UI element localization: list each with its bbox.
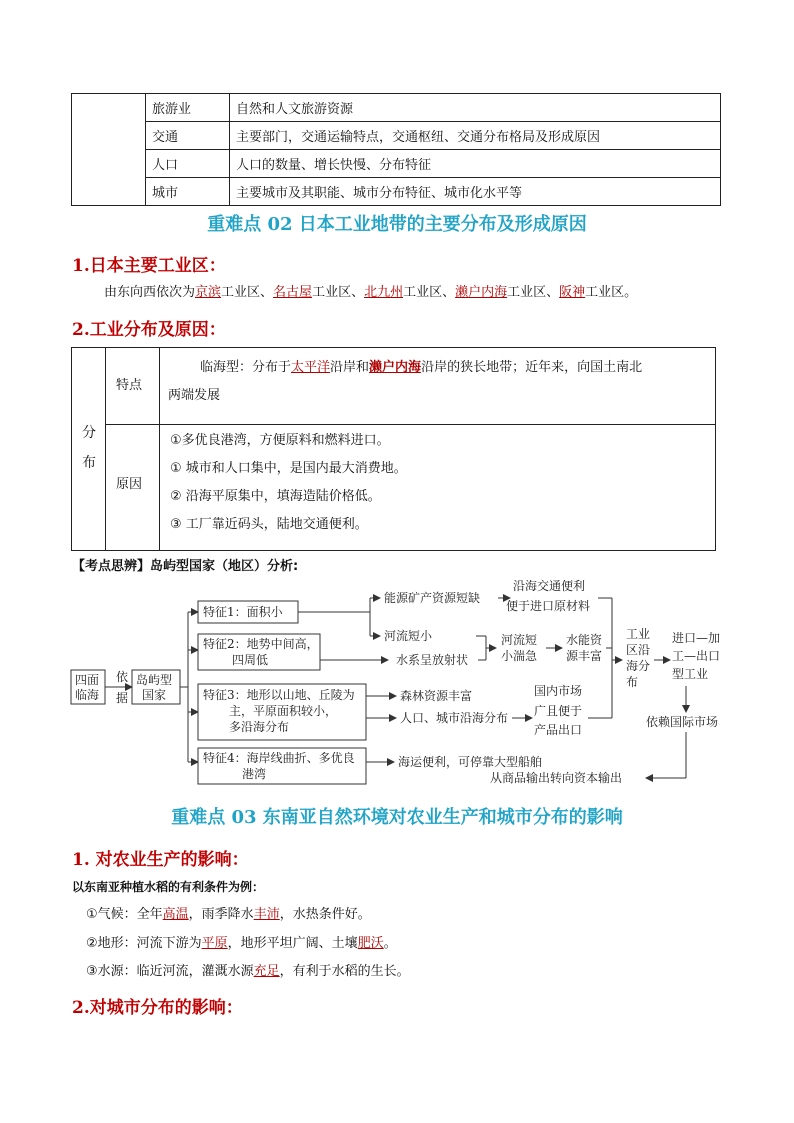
- island-country-analysis-diagram: [66, 578, 730, 788]
- diagram-label: 多沿海分布: [229, 720, 290, 734]
- condition-item-terrain: ②地形：河流下游为平原，地形平坦广阔、土壤肥沃。: [86, 936, 397, 951]
- side-label-char: 布: [82, 455, 96, 471]
- diagram-label: 河流短: [501, 633, 538, 647]
- diagram-label: 河流短小: [384, 629, 433, 643]
- diagram-label: 小湍急: [501, 649, 538, 663]
- reason-item: ① 城市和人口集中，是国内最大消费地。: [170, 461, 407, 476]
- row-divider: [106, 424, 715, 425]
- diagram-label: 海运便利，可停靠大型船舶: [398, 755, 543, 769]
- table-content: 自然和人文旅游资源: [230, 94, 721, 122]
- diagram-label: 四周低: [232, 653, 269, 667]
- table-blank-cell: [72, 94, 146, 206]
- table-category: 交通: [146, 122, 230, 150]
- diagram-label: 特征1：面积小: [203, 605, 283, 619]
- table-content: 主要部门，交通运输特点，交通枢纽、交通分布格局及形成原因: [230, 122, 721, 150]
- diagram-label: 水能资: [566, 633, 603, 647]
- diagram-label: 森林资源丰富: [400, 689, 473, 703]
- diagram-label: 沿海交通便利: [513, 579, 586, 593]
- diagram-label: 广且便于: [534, 704, 583, 718]
- diagram-label: 区沿: [626, 643, 651, 657]
- diagram-label: 临海: [75, 688, 100, 702]
- section-title-key-point-02: 重难点 02 日本工业地带的主要分布及形成原因: [207, 214, 587, 235]
- industrial-zones-text: 由东向西依次为京滨工业区、名古屋工业区、北九州工业区、濑户内海工业区、阪神工业区。: [104, 285, 638, 300]
- table-row: [72, 178, 721, 206]
- feature-text: 临海型：分布于太平洋沿岸和濑户内海沿岸的狭长地带；近年来，向国土南北: [200, 360, 643, 375]
- diagram-label: 布: [626, 675, 639, 689]
- table-category: 人口: [146, 150, 230, 178]
- geography-topic-table: [71, 93, 721, 206]
- diagram-label: 水系呈放射状: [396, 653, 469, 667]
- feature-text-line2: 两端发展: [168, 388, 221, 403]
- heading-city-distribution: 2.对城市分布的影响：: [72, 998, 243, 1018]
- diagram-label: 人口、城市沿海分布: [400, 711, 509, 725]
- reason-item: ③ 工厂靠近码头，陆地交通便利。: [170, 517, 368, 532]
- diagram-label: 国内市场: [534, 684, 583, 698]
- diagram-label: 海分: [626, 659, 651, 673]
- diagram-label: 能源矿产资源短缺: [384, 591, 481, 605]
- diagram-label: 特征4：海岸线曲折、多优良: [203, 751, 355, 765]
- side-label-char: 分: [82, 425, 96, 441]
- table-category: 城市: [146, 178, 230, 206]
- table-content: 人口的数量、增长快慢、分布特征: [230, 150, 721, 178]
- diagram-label: 便于进口原材料: [506, 599, 591, 613]
- diagram-label: 工业: [626, 627, 651, 641]
- rice-conditions-subtitle: 以东南亚种植水稻的有利条件为例：: [72, 880, 265, 894]
- heading-agriculture-impact: 1. 对农业生产的影响：: [72, 850, 249, 870]
- table-row: [72, 150, 721, 178]
- diagram-label: 依赖国际市场: [646, 715, 719, 729]
- reason-item: ② 沿海平原集中，填海造陆价格低。: [170, 489, 381, 504]
- diagram-label: 产品出口: [534, 723, 583, 737]
- reason-label: 原因: [116, 477, 143, 492]
- diagram-label: 源丰富: [566, 649, 603, 663]
- diagram-label: 依: [116, 670, 129, 684]
- diagram-label: 国家: [142, 688, 167, 702]
- table-row: [72, 122, 721, 150]
- condition-item-climate: ①气候：全年高温，雨季降水丰沛，水热条件好。: [86, 907, 371, 922]
- condition-item-water: ③水源：临近河流，灌溉水源充足，有利于水稻的生长。: [86, 964, 410, 979]
- diagram-svg: [66, 578, 730, 788]
- diagram-label: 岛屿型: [136, 673, 173, 687]
- feature-label: 特点: [116, 378, 143, 393]
- diagram-label: 特征3：地形以山地、丘陵为: [203, 688, 355, 702]
- heading-industry-distribution: 2.工业分布及原因：: [72, 320, 226, 340]
- diagram-label: 型工业: [672, 667, 709, 681]
- reason-item: ①多优良港湾，方便原料和燃料进口。: [170, 433, 390, 448]
- diagram-label: 进口—加: [672, 631, 721, 645]
- diagram-label: 据: [116, 691, 129, 705]
- analysis-title: 【考点思辨】岛屿型国家（地区）分析:: [72, 559, 299, 574]
- table-content: 主要城市及其职能、城市分布特征、城市化水平等: [230, 178, 721, 206]
- heading-japan-industrial-zones: 1.日本主要工业区：: [72, 256, 226, 276]
- industry-distribution-table: [71, 347, 716, 551]
- table-side-column: [72, 348, 106, 550]
- diagram-label: 主，平原面积较小，: [229, 704, 338, 718]
- diagram-label: 港湾: [242, 767, 267, 781]
- diagram-label: 工—出口: [672, 649, 721, 663]
- diagram-label: 特征2：地势中间高，: [203, 637, 319, 651]
- diagram-label: 四面: [75, 673, 100, 687]
- table-row: [72, 94, 721, 122]
- diagram-label: 从商品输出转向资本输出: [490, 771, 623, 785]
- section-title-key-point-03: 重难点 03 东南亚自然环境对农业生产和城市分布的影响: [171, 807, 623, 828]
- table-category: 旅游业: [146, 94, 230, 122]
